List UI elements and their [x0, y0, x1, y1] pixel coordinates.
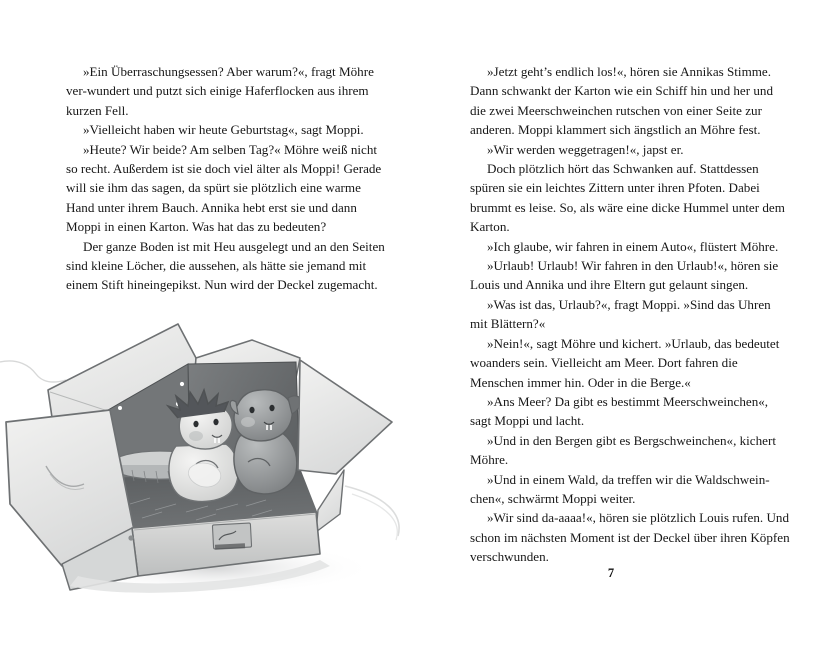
paragraph: »Ich glaube, wir fahren in einem Auto«, flüstert Möhre.	[487, 238, 779, 254]
guinea-pig-light-eye-left	[193, 421, 198, 427]
paragraph: Der ganze Boden ist mit Heu ausgelegt und an den Seiten sind kleine Löcher, die aussehen, als hätte sie jemand mit einem Stift hineingepikst. Nun wird der Deckel zugemacht.	[66, 238, 385, 293]
box-flap-front-right	[316, 470, 344, 532]
paragraph: »Und in einem Wald, da treffen wir die Waldschwein-chen«, schwärmt Moppi weiter.	[470, 471, 770, 506]
paragraph: »Wir werden weggetragen!«, japst er.	[487, 141, 684, 157]
illustration-guinea-pigs-in-box	[0, 318, 420, 598]
box-flap-right	[298, 360, 392, 474]
page-number: 7	[607, 566, 615, 580]
guinea-pig-light-eye-right	[213, 419, 218, 425]
background-contour-2	[352, 494, 397, 540]
right-page-text-column	[470, 62, 791, 567]
paragraph: »Nein!«, sagt Möhre und kichert. »Urlaub, das bedeutet woanders sein. Vielleicht am Meer. Dort fahren die Menschen immer hin. Oder in die Berge.«	[470, 335, 780, 390]
background-contour-3	[0, 361, 66, 382]
paragraph: »Urlaub! Urlaub! Wir fahren in den Urlaub!«, hören sie Louis und Annika und ihre Eltern gut gelaunt singen.	[470, 258, 779, 293]
paragraph: »Und in den Bergen gibt es Bergschweinchen«, kichert Möhre.	[470, 432, 776, 468]
paragraph: »Ans Meer? Da gibt es bestimmt Meerschweinchen«, sagt Moppi und lacht.	[470, 393, 769, 429]
paragraph: »Was ist das, Urlaub?«, fragt Moppi. »Sind das Uhren mit Blättern?«	[470, 296, 771, 332]
paragraph: »Vielleicht haben wir heute Geburtstag«, sagt Moppi.	[83, 122, 364, 138]
guinea-pig-dark-cheek	[241, 417, 255, 427]
guinea-pig-dark-eye-right	[269, 405, 274, 411]
left-page-text-column	[66, 62, 389, 295]
guinea-pig-dark-head	[234, 390, 292, 441]
guinea-pig-dark	[230, 390, 300, 494]
air-hole-icon	[180, 382, 184, 386]
paragraph: »Wir sind da-aaaa!«, hören sie plötzlich Louis rufen. Und schon im nächsten Moment ist der Deckel über ihren Köpfen verschwunden.	[470, 510, 790, 565]
guinea-pig-dark-eye-left	[249, 407, 254, 413]
paragraph: »Heute? Wir beide? Am selben Tag?« Möhre weiß nicht so recht. Außerdem ist sie doch viel älter als Moppi! Gerade will sie ihm das sagen, da spürt sie plötzlich eine warme Hand unter ihrem Bauch. Annika hebt erst sie und dann Moppi in einen Karton. Was hat das zu bedeuten?	[66, 141, 382, 235]
paragraph: Doch plötzlich hört das Schwanken auf. Stattdessen spüren sie ein leichtes Zittern unter ihren Pfoten. Dabei brummt es leise. So, als wäre eine dicke Hummel unter dem Karton.	[470, 161, 785, 235]
box-corner-stud-icon	[128, 535, 133, 540]
background-contour	[345, 486, 399, 536]
air-hole-icon	[118, 406, 122, 410]
paragraph: »Jetzt geht’s endlich los!«, hören sie Annikas Stimme. Dann schwankt der Karton wie ein Schiff hin und her und die zwei Meerschweinchen rutschen von einer Seite zur anderen. Moppi klammert sich ängstlich an Möhre fest.	[470, 64, 774, 138]
paragraph: »Ein Überraschungsessen? Aber warum?«, fragt Möhre ver-wundert und putzt sich einige Haferflocken aus ihrem kurzen Fell.	[66, 64, 374, 118]
guinea-pig-light-cheek	[189, 431, 203, 441]
